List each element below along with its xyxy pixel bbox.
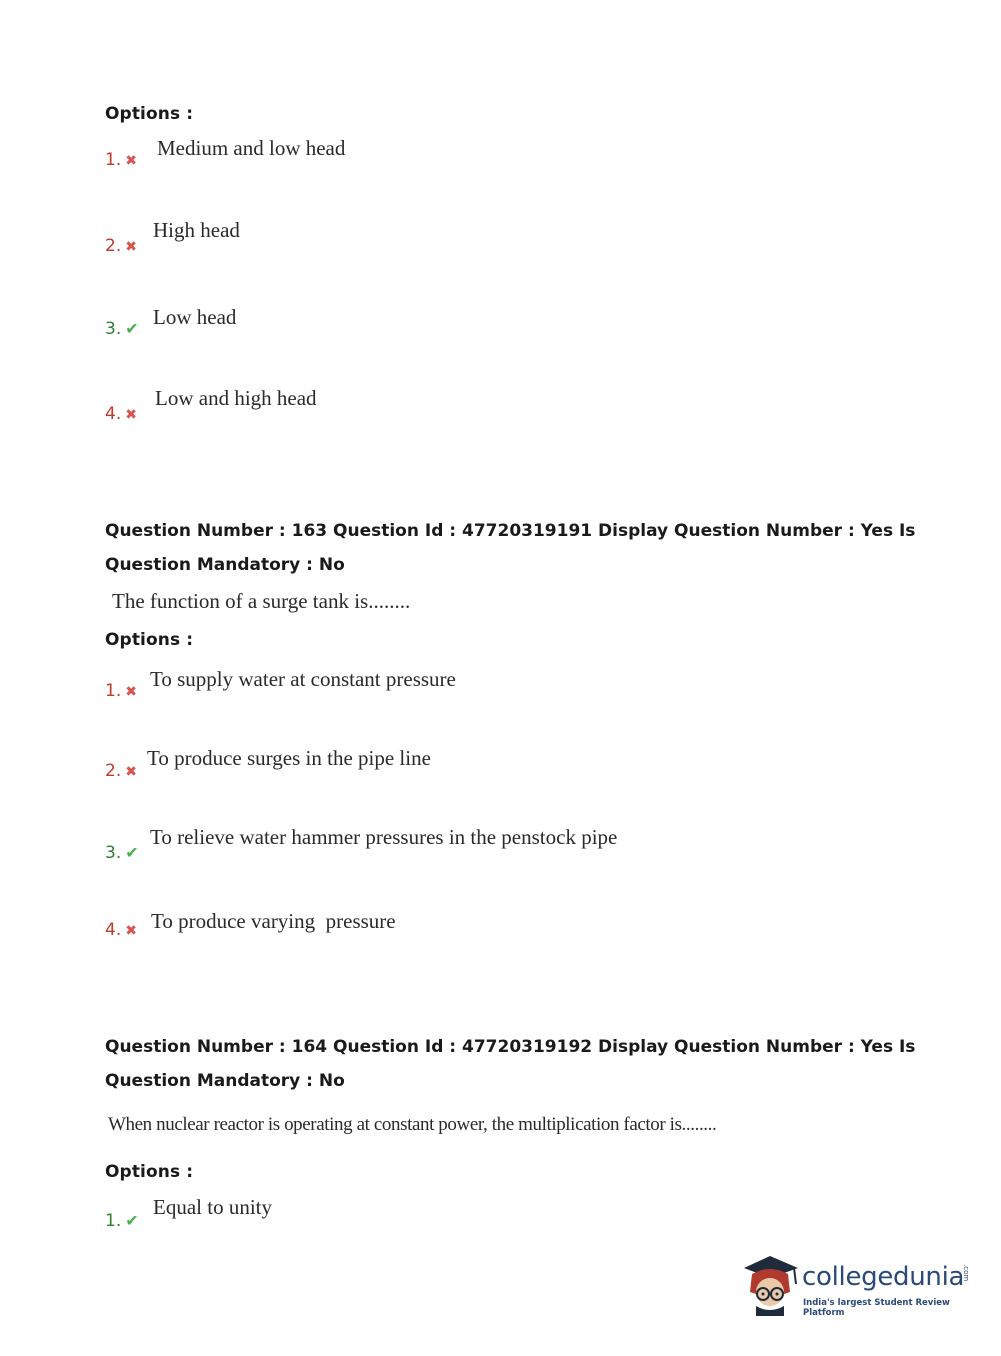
cross-icon: ✖	[125, 684, 137, 700]
option-number: 2. ✖	[105, 236, 137, 256]
option-text: To relieve water hammer pressures in the penstock pipe	[150, 825, 618, 849]
option-number: 1. ✖	[105, 150, 137, 170]
option-number: 3. ✔	[105, 319, 139, 339]
cross-icon: ✖	[125, 153, 137, 169]
option-number: 1. ✖	[105, 681, 137, 701]
question-header: Question Number : 163 Question Id : 47720319191 Display Question Number : Yes Is Question Mandatory : No	[105, 521, 916, 575]
question-text: The function of a surge tank is........	[112, 589, 411, 613]
options-label: Options :	[105, 104, 194, 124]
logo-suffix: .com	[962, 1264, 970, 1282]
option-number: 2. ✖	[105, 761, 137, 781]
option-text: To produce varying pressure	[151, 909, 396, 933]
option-number: 4. ✖	[105, 404, 137, 424]
cross-icon: ✖	[125, 764, 137, 780]
mascot-icon	[740, 1248, 802, 1316]
cross-icon: ✖	[125, 407, 137, 423]
option-text: Equal to unity	[153, 1195, 272, 1219]
option-number: 3. ✔	[105, 843, 139, 863]
logo-tagline: India's largest Student Review Platform	[803, 1298, 950, 1318]
option-number: 4. ✖	[105, 920, 137, 940]
option-text: Low and high head	[155, 386, 317, 410]
check-icon: ✔	[125, 1211, 139, 1230]
check-icon: ✔	[125, 319, 139, 338]
collegedunia-logo	[740, 1248, 975, 1316]
option-text: Medium and low head	[157, 136, 346, 160]
options-label: Options :	[105, 630, 194, 650]
options-label: Options :	[105, 1162, 194, 1182]
option-text: Low head	[153, 305, 237, 329]
option-number: 1. ✔	[105, 1211, 139, 1231]
question-text: When nuclear reactor is operating at constant power, the multiplication factor is........	[108, 1114, 717, 1135]
cross-icon: ✖	[125, 239, 137, 255]
option-text: To supply water at constant pressure	[150, 667, 456, 691]
logo-wordmark: collegedunia	[802, 1262, 965, 1292]
cross-icon: ✖	[125, 923, 137, 939]
option-text: High head	[153, 218, 240, 242]
option-text: To produce surges in the pipe line	[147, 746, 431, 770]
check-icon: ✔	[125, 843, 139, 862]
question-header: Question Number : 164 Question Id : 47720319192 Display Question Number : Yes Is Question Mandatory : No	[105, 1037, 916, 1091]
